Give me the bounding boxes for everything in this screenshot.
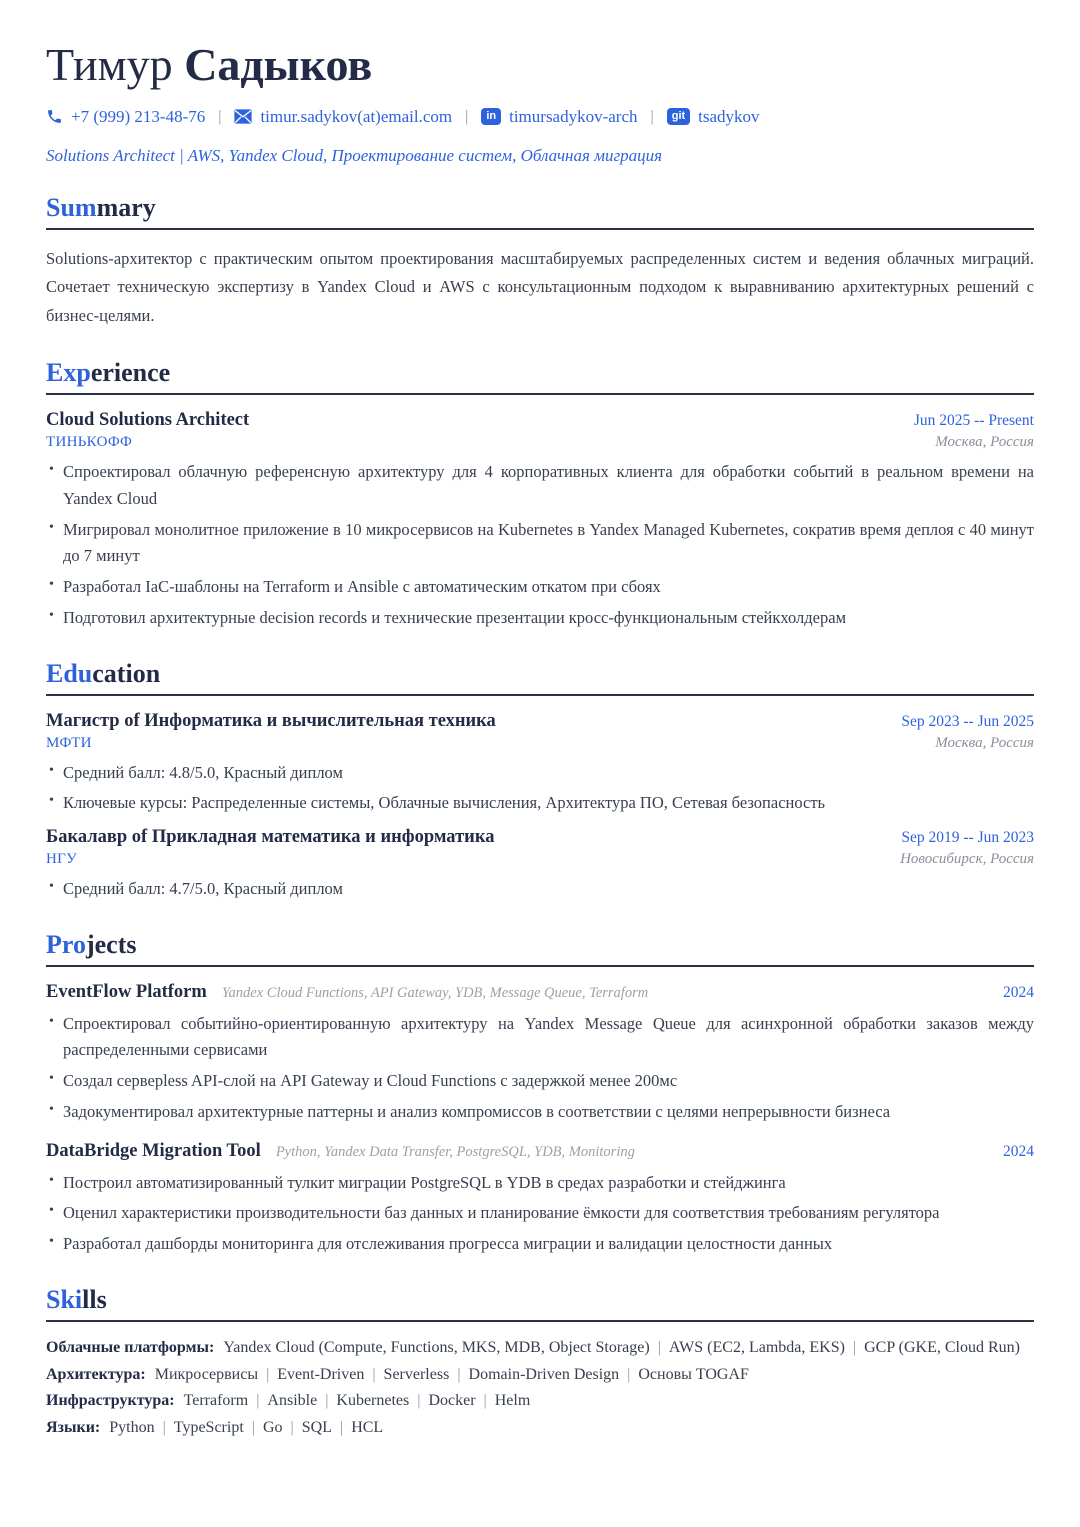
section-title-rest: jects — [85, 929, 137, 959]
skills-separator: | — [372, 1365, 376, 1383]
section-title-experience — [46, 358, 1034, 395]
skills-row — [46, 1389, 1034, 1414]
degree-dates: Sep 2023 -- Jun 2025 — [901, 712, 1034, 730]
bullet-item: • Разработал дашборды мониторинга для отслеживания прогресса миграции и валидации целостности данных — [46, 1231, 1034, 1258]
experience-entry — [46, 410, 1034, 631]
skills-separator: | — [290, 1419, 294, 1437]
skills-separator: | — [251, 1419, 255, 1437]
skills-separator: | — [256, 1392, 260, 1410]
last-name: Садыков — [184, 39, 373, 90]
bullet-item: • Оценил характеристики производительности баз данных и планирование ёмкости для соответствия требованиям регулятора — [46, 1200, 1034, 1227]
project-name: EventFlow Platform — [46, 981, 207, 1002]
summary-text: Solutions-архитектор с практическим опытом проектирования масштабируемых распределенных систем и ведения облачных миграций. Сочетает техническую экспертизу в Yandex Cloud и AWS с консультационным подходом к выравниванию архитектурных решений с бизнес-целями. — [46, 248, 1034, 326]
project-entry — [46, 1141, 1034, 1258]
job-dates: Jun 2025 -- Present — [913, 412, 1034, 430]
skills-separator: | — [162, 1419, 166, 1437]
skill-item: AWS (EC2, Lambda, EKS) — [668, 1338, 845, 1356]
skill-item: Микросервисы — [154, 1365, 259, 1383]
skill-item: Yandex Cloud (Compute, Functions, MKS, MDB, Object Storage) — [223, 1338, 650, 1356]
section-title-accent: Ski — [46, 1284, 83, 1314]
project-stack: Yandex Cloud Functions, API Gateway, YDB, Message Queue, Terraform — [221, 984, 649, 1001]
skill-item: Terraform — [183, 1392, 249, 1410]
skill-item: HCL — [351, 1419, 384, 1437]
section-title-rest: cation — [92, 658, 161, 688]
bullet-item: • Подготовил архитектурные decision records и технические презентации кросс-функциональным стейкхолдерам — [46, 605, 1034, 632]
degree-title: Бакалавр of Прикладная математика и информатика — [46, 826, 495, 847]
section-title-accent: Pro — [46, 929, 86, 959]
contact-separator: | — [650, 107, 654, 125]
skills-separator: | — [457, 1365, 461, 1383]
bullet-item: • Разработал IaC-шаблоны на Terraform и Ansible с автоматическим откатом при сбоях — [46, 574, 1034, 601]
skills-separator: | — [483, 1392, 487, 1410]
skills-row — [46, 1336, 1034, 1361]
job-location: Москва, Россия — [935, 434, 1034, 451]
phone-item — [46, 107, 205, 127]
skill-item: Event-Driven — [277, 1365, 365, 1383]
skills-label: Архитектура: — [46, 1365, 146, 1383]
degree-location: Новосибирск, Россия — [900, 850, 1034, 867]
skills-row — [46, 1363, 1034, 1388]
skills-separator: | — [325, 1392, 329, 1410]
section-title-rest: lls — [82, 1284, 107, 1314]
email-icon — [234, 109, 252, 124]
tagline: Solutions Architect | AWS, Yandex Cloud, Проектирование систем, Облачная миграция — [46, 145, 663, 165]
bullet-item: • Мигрировал монолитное приложение в 10 микросервисов на Kubernetes в Yandex Managed Kubernetes, сократив время деплоя с 40 минут до 7 минут — [46, 517, 1034, 570]
skills-separator: | — [627, 1365, 631, 1383]
phone-icon — [46, 108, 63, 125]
bullet-item: • Средний балл: 4.7/5.0, Красный диплом — [46, 876, 1034, 903]
project-name: DataBridge Migration Tool — [46, 1140, 261, 1161]
skill-item: TypeScript — [173, 1419, 244, 1437]
skill-item: GCP (GKE, Cloud Run) — [864, 1338, 1020, 1356]
contact-separator: | — [218, 107, 222, 125]
bullet-item: • Задокументировал архитектурные паттерны и анализ компромиссов в соответствии с целями непрерывности бизнеса — [46, 1099, 1034, 1126]
skill-item: SQL — [301, 1419, 332, 1437]
project-year: 2024 — [1003, 1142, 1034, 1160]
contact-bar — [46, 107, 1034, 127]
section-title-rest: erience — [90, 358, 171, 388]
education-entry — [46, 827, 1034, 903]
bullet-item: • Построил автоматизированный тулкит миграции PostgreSQL в YDB в средах разработки и стейджинга — [46, 1170, 1034, 1197]
degree-bullet-list — [46, 876, 1034, 903]
degree-location: Москва, Россия — [935, 734, 1034, 751]
git-item — [667, 107, 760, 127]
linkedin-icon: in — [481, 108, 501, 125]
job-title: Cloud Solutions Architect — [46, 410, 250, 431]
skills-label: Языки: — [46, 1419, 101, 1437]
skills-label: Инфраструктура: — [46, 1392, 175, 1410]
contact-separator: | — [465, 107, 469, 125]
section-title-projects — [46, 930, 1034, 967]
project-entry — [46, 982, 1034, 1126]
project-stack: Python, Yandex Data Transfer, PostgreSQL, YDB, Monitoring — [275, 1143, 635, 1160]
skill-item: Основы TOGAF — [638, 1365, 749, 1383]
section-title-accent: Sum — [46, 192, 97, 222]
skill-item: Domain-Driven Design — [468, 1365, 620, 1383]
skills-separator: | — [852, 1338, 857, 1356]
section-title-rest: mary — [96, 192, 156, 222]
skills-separator: | — [266, 1365, 270, 1383]
degree-title: Магистр of Информатика и вычислительная техника — [46, 710, 496, 731]
bullet-item: • Создал серверless API-слой на API Gateway и Cloud Functions с задержкой менее 200мс — [46, 1068, 1034, 1095]
section-title-accent: Exp — [46, 358, 91, 388]
degree-bullet-list — [46, 760, 1034, 817]
skill-item: Go — [262, 1419, 283, 1437]
phone-number[interactable]: +7 (999) 213-48-76 — [71, 106, 206, 126]
section-title-skills — [46, 1285, 1034, 1322]
linkedin-handle[interactable]: timursadykov-arch — [509, 106, 638, 126]
skills-list — [46, 1336, 1034, 1441]
skill-item: Ansible — [267, 1392, 318, 1410]
linkedin-item — [481, 107, 637, 127]
git-icon: git — [667, 108, 690, 125]
skill-item: Kubernetes — [336, 1392, 410, 1410]
page-title — [46, 40, 1034, 91]
skills-separator: | — [657, 1338, 661, 1356]
bullet-item: • Средний балл: 4.8/5.0, Красный диплом — [46, 760, 1034, 787]
project-year: 2024 — [1003, 983, 1034, 1001]
education-entry — [46, 711, 1034, 817]
school-name: МФТИ — [46, 734, 92, 751]
school-name: НГУ — [46, 850, 78, 867]
skill-item: Docker — [428, 1392, 476, 1410]
email-link[interactable]: timur.sadykov(at)email.com — [260, 106, 453, 126]
skill-item: Python — [109, 1419, 155, 1437]
skills-separator: | — [417, 1392, 421, 1410]
section-title-summary — [46, 193, 1034, 230]
first-name: Тимур — [46, 39, 173, 90]
email-item — [234, 107, 452, 127]
project-bullet-list — [46, 1011, 1034, 1126]
bullet-item: • Спроектировал облачную референсную архитектуру для 4 корпоративных клиента для обработки событий в реальном времени на Yandex Cloud — [46, 459, 1034, 512]
skills-row — [46, 1416, 1034, 1441]
job-bullet-list — [46, 459, 1034, 631]
degree-dates: Sep 2019 -- Jun 2023 — [901, 828, 1034, 846]
section-title-accent: Edu — [46, 658, 93, 688]
git-handle[interactable]: tsadykov — [698, 106, 760, 126]
section-title-education — [46, 659, 1034, 696]
skill-item: Helm — [494, 1392, 531, 1410]
bullet-item: • Ключевые курсы: Распределенные системы, Облачные вычисления, Архитектура ПО, Сетевая безопасность — [46, 790, 1034, 817]
skill-item: Serverless — [383, 1365, 450, 1383]
skills-label: Облачные платформы: — [46, 1338, 215, 1356]
bullet-item: • Спроектировал событийно-ориентированную архитектуру на Yandex Message Queue для асинхронной обработки заказов между распределенными сервисами — [46, 1011, 1034, 1064]
company-name: ТИНЬКОФФ — [46, 434, 133, 451]
project-bullet-list — [46, 1170, 1034, 1258]
skills-separator: | — [339, 1419, 344, 1437]
